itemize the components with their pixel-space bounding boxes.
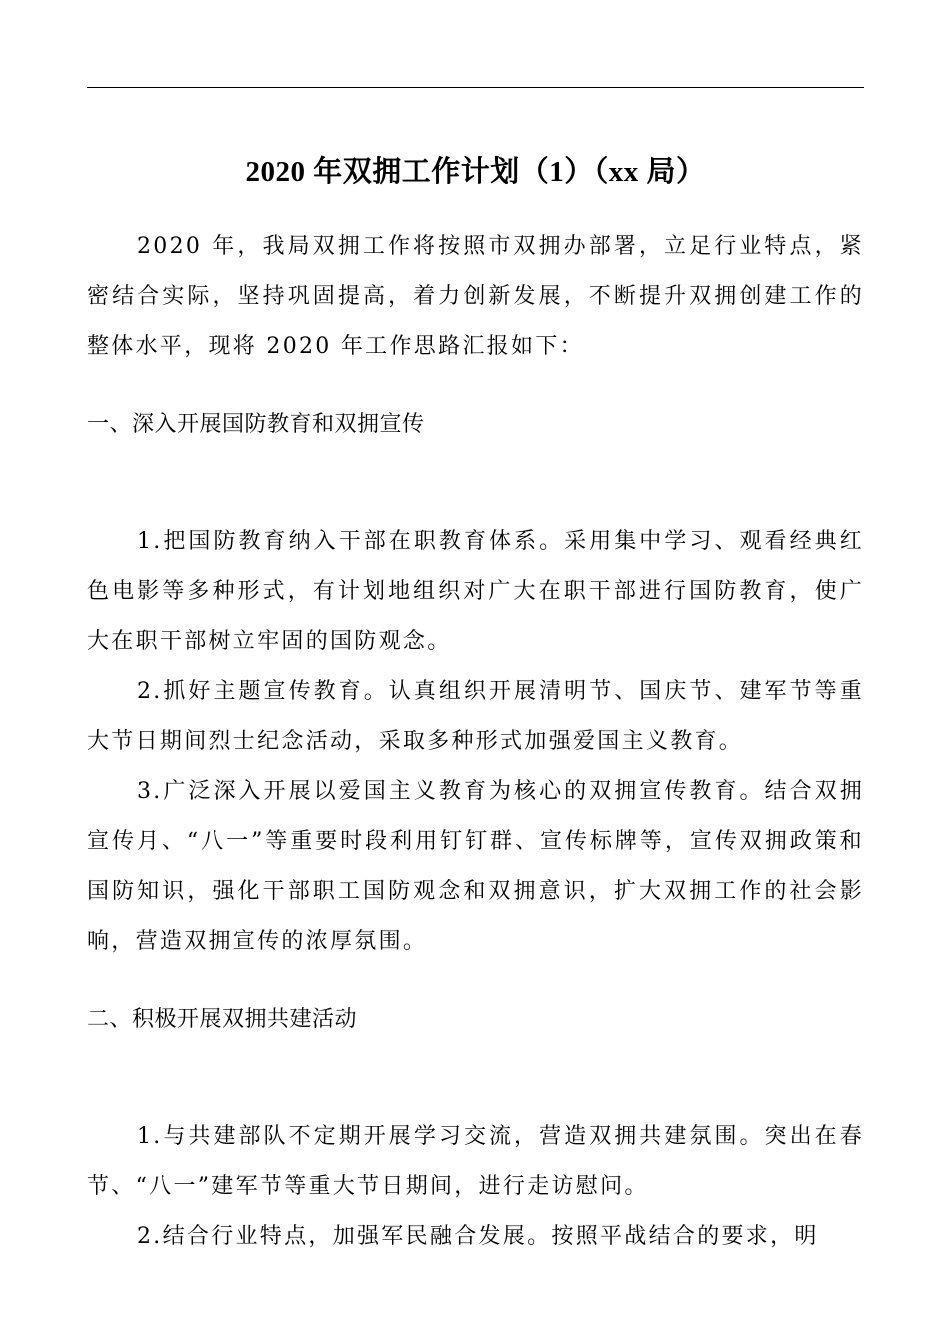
header-rule (87, 87, 864, 88)
section-1-paragraph-2: 2.抓好主题宣传教育。认真组织开展清明节、国庆节、建军节等重大节日期间烈士纪念活动，采取多种形式加强爱国主义教育。 (87, 679, 864, 754)
intro-paragraph: 2020 年，我局双拥工作将按照市双拥办部署，立足行业特点，紧密结合实际，坚持巩固提高，着力创新发展，不断提升双拥创建工作的整体水平，现将 2020 年工作思路汇报如下： (87, 234, 864, 359)
section-2-paragraph-1: 1.与共建部队不定期开展学习交流，营造双拥共建氛围。突出在春节、“八一”建军节等重大节日期间，进行走访慰问。 (87, 1124, 864, 1199)
section-heading-2: 二、积极开展双拥共建活动 (87, 1007, 358, 1032)
section-1-paragraph-1: 1.把国防教育纳入干部在职教育体系。采用集中学习、观看经典红色电影等多种形式，有计划地组织对广大在职干部进行国防教育，使广大在职干部树立牢固的国防观念。 (87, 529, 864, 654)
section-heading-1: 一、深入开展国防教育和双拥宣传 (87, 412, 425, 437)
document-title: 2020 年双拥工作计划（1）（xx 局） (245, 156, 706, 188)
spacer (87, 1045, 864, 1112)
section-1-paragraph-3: 3.广泛深入开展以爱国主义教育为核心的双拥宣传教育。结合双拥宣传月、“八一”等重要时段利用钉钉群、宣传标牌等，宣传双拥政策和国防知识，强化干部职工国防观念和双拥意识，扩大双拥工作的社会影响，营造双拥宣传的浓厚氛围。 (87, 779, 864, 954)
spacer (87, 450, 864, 517)
spacer (87, 967, 864, 995)
section-2-paragraph-2: 2.结合行业特点，加强军民融合发展。按照平战结合的要求，明 (137, 1224, 819, 1249)
spacer (87, 372, 864, 400)
document-body (87, 222, 864, 1262)
